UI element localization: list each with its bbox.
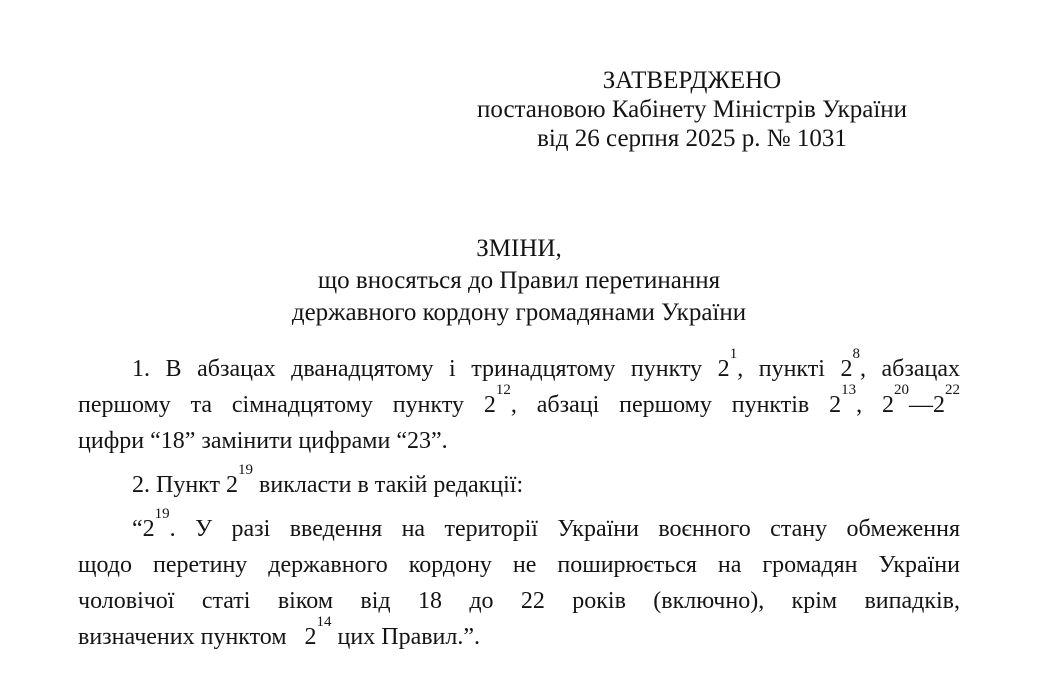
superscript: 13 [841,382,857,398]
title-line: ЗМІНИ, [476,235,562,262]
superscript: 8 [852,346,860,362]
paragraph [78,462,960,503]
title-line: що вносяться до Правил перетинання [317,267,721,294]
paragraph [78,506,960,655]
doc-line: 2. Пункт $2^{19}$ викласти в такій редакції: [132,462,524,498]
superscript: 12 [495,382,511,398]
approval-line: від 26 серпня 2025 р. № 1031 [537,125,847,152]
paragraph [78,346,961,459]
doc-line: чоловічої статі віком від 18 до 22 років (включно), крім випадків, [78,588,960,614]
superscript: 20 [894,382,910,398]
title-line: державного кордону громадянами України [291,299,747,326]
approval-line: постановою Кабінету Міністрів України [476,96,908,123]
document-title [78,233,960,329]
doc-line: щодо перетину державного кордону не поширюється на громадян України [78,552,960,578]
doc-line: “$2^{19}$. У разі введення на території України воєнного стану обмеження [132,506,960,542]
superscript: 19 [238,462,254,478]
doc-line: цифри “18” замінити цифрами “23”. [78,428,448,454]
document-body [78,346,961,655]
superscript: 14 [316,614,332,630]
superscript: 1 [729,346,738,362]
doc-line: визначених пунктом $2^{14}$ цих Правил.”. [78,614,481,650]
doc-line: 1. В абзацах дванадцятому і тринадцятому пункту $2^1$, пункті $2^8$, абзацах [132,346,961,382]
approval-stamp-block [454,66,930,153]
superscript: 22 [945,382,961,398]
approval-line: ЗАТВЕРДЖЕНО [602,67,782,94]
doc-line: першому та сімнадцятому пункту $2^{12}$, абзаці першому пунктів $2^{13}$, $2^{20}—2^{22}$ [78,382,961,418]
superscript: 19 [154,506,170,522]
